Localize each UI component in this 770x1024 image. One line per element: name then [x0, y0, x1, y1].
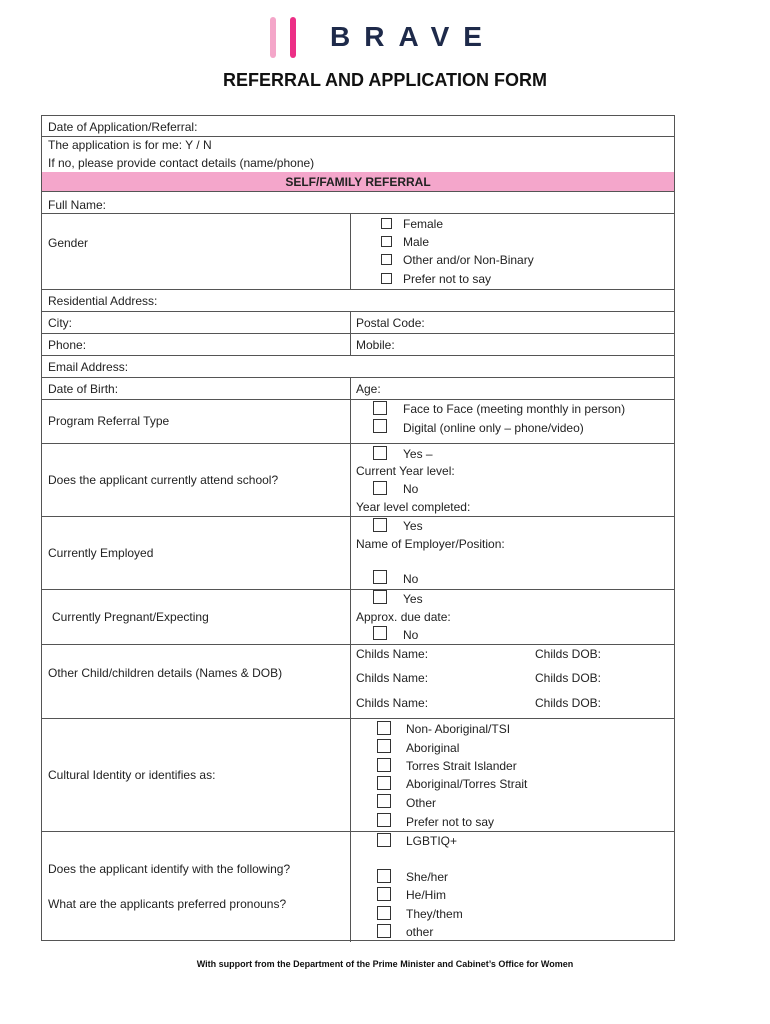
checkbox-digital[interactable]: [373, 419, 387, 433]
child-name-field-3[interactable]: Childs Name:: [356, 696, 429, 710]
checkbox-pronoun-other[interactable]: [377, 924, 391, 938]
logo-bar-dark: [290, 17, 296, 58]
child-dob-field-3[interactable]: Childs DOB:: [535, 696, 602, 710]
option-they-them: They/them: [406, 907, 463, 921]
employed-label: Currently Employed: [48, 546, 154, 560]
checkbox-they-them[interactable]: [377, 906, 391, 920]
option-cultural-other: Other: [406, 796, 437, 810]
checkbox-pregnant-no[interactable]: [373, 626, 387, 640]
pregnant-label: Currently Pregnant/Expecting: [52, 610, 209, 624]
option-pronoun-other: other: [406, 925, 434, 939]
checkbox-pregnant-yes[interactable]: [373, 590, 387, 604]
full-name-field[interactable]: Full Name:: [48, 198, 107, 212]
pronouns-label: What are the applicants preferred pronouns?: [48, 897, 287, 911]
child-dob-field-1[interactable]: Childs DOB:: [535, 647, 602, 661]
due-date-field[interactable]: Approx. due date:: [356, 610, 451, 624]
option-female: Female: [403, 217, 444, 231]
option-school-no: No: [403, 482, 419, 496]
checkbox-she-her[interactable]: [377, 869, 391, 883]
option-digital: Digital (online only – phone/video): [403, 421, 584, 435]
option-non-binary: Other and/or Non-Binary: [403, 253, 534, 267]
city-field[interactable]: City:: [48, 316, 72, 330]
page-title: REFERRAL AND APPLICATION FORM: [223, 70, 547, 90]
brave-logo: [268, 15, 508, 61]
date-of-application-field[interactable]: Date of Application/Referral:: [48, 120, 198, 134]
date-of-birth-field[interactable]: Date of Birth:: [48, 382, 119, 396]
children-label: Other Child/children details (Names & DOB): [48, 666, 283, 680]
option-employed-no: No: [403, 572, 419, 586]
checkbox-employed-yes[interactable]: [373, 518, 387, 532]
checkbox-he-him[interactable]: [377, 887, 391, 901]
current-year-level-field[interactable]: Current Year level:: [356, 464, 455, 478]
residential-address-field[interactable]: Residential Address:: [48, 294, 158, 308]
option-employed-yes: Yes: [403, 519, 423, 533]
mobile-field[interactable]: Mobile:: [356, 338, 395, 352]
option-face-to-face: Face to Face (meeting monthly in person): [403, 402, 626, 416]
checkbox-non-binary[interactable]: [381, 254, 392, 265]
checkbox-aboriginal[interactable]: [377, 739, 391, 753]
phone-field[interactable]: Phone:: [48, 338, 87, 352]
email-field[interactable]: Email Address:: [48, 360, 129, 374]
application-for-me-field[interactable]: The application is for me: Y / N: [48, 138, 212, 152]
contact-details-field[interactable]: If no, please provide contact details (name/phone): [48, 156, 315, 170]
checkbox-non-aboriginal[interactable]: [377, 721, 391, 735]
option-torres-strait: Torres Strait Islander: [406, 759, 517, 773]
option-aboriginal-torres: Aboriginal/Torres Strait: [406, 777, 528, 791]
age-field[interactable]: Age:: [356, 382, 381, 396]
footer-note: With support from the Department of the Prime Minister and Cabinet’s Office for Women: [196, 959, 574, 969]
employer-position-field[interactable]: Name of Employer/Position:: [356, 537, 505, 551]
child-name-field-2[interactable]: Childs Name:: [356, 671, 429, 685]
option-school-yes: Yes –: [403, 447, 433, 461]
program-referral-label: Program Referral Type: [48, 414, 170, 428]
checkbox-school-no[interactable]: [373, 481, 387, 495]
cultural-identity-label: Cultural Identity or identifies as:: [48, 768, 216, 782]
option-she-her: She/her: [406, 870, 449, 884]
school-label: Does the applicant currently attend school?: [48, 473, 279, 487]
option-lgbtiq: LGBTIQ+: [406, 834, 458, 848]
checkbox-school-yes[interactable]: [373, 446, 387, 460]
checkbox-cultural-prefer-not[interactable]: [377, 813, 391, 827]
section-heading: SELF/FAMILY REFERRAL: [285, 175, 431, 189]
postal-code-field[interactable]: Postal Code:: [356, 316, 425, 330]
referral-form: [41, 115, 675, 941]
checkbox-face-to-face[interactable]: [373, 401, 387, 415]
checkbox-female[interactable]: [381, 218, 392, 229]
option-cultural-prefer-not: Prefer not to say: [406, 815, 495, 829]
option-non-aboriginal: Non- Aboriginal/TSI: [406, 722, 511, 736]
gender-label: Gender: [48, 236, 89, 250]
checkbox-torres-strait[interactable]: [377, 758, 391, 772]
child-dob-field-2[interactable]: Childs DOB:: [535, 671, 602, 685]
option-male: Male: [403, 235, 430, 249]
child-name-field-1[interactable]: Childs Name:: [356, 647, 429, 661]
logo-wordmark: BRAVE: [330, 21, 496, 52]
identify-label: Does the applicant identify with the following?: [48, 862, 291, 876]
checkbox-male[interactable]: [381, 236, 392, 247]
checkbox-lgbtiq[interactable]: [377, 833, 391, 847]
option-pregnant-yes: Yes: [403, 592, 423, 606]
checkbox-aboriginal-torres[interactable]: [377, 776, 391, 790]
checkbox-employed-no[interactable]: [373, 570, 387, 584]
option-prefer-not-gender: Prefer not to say: [403, 272, 492, 286]
checkbox-cultural-other[interactable]: [377, 794, 391, 808]
checkbox-prefer-not-gender[interactable]: [381, 273, 392, 284]
year-level-completed-field[interactable]: Year level completed:: [356, 500, 471, 514]
logo-bar-light: [270, 17, 276, 58]
option-aboriginal: Aboriginal: [406, 741, 460, 755]
option-pregnant-no: No: [403, 628, 419, 642]
option-he-him: He/Him: [406, 888, 447, 902]
